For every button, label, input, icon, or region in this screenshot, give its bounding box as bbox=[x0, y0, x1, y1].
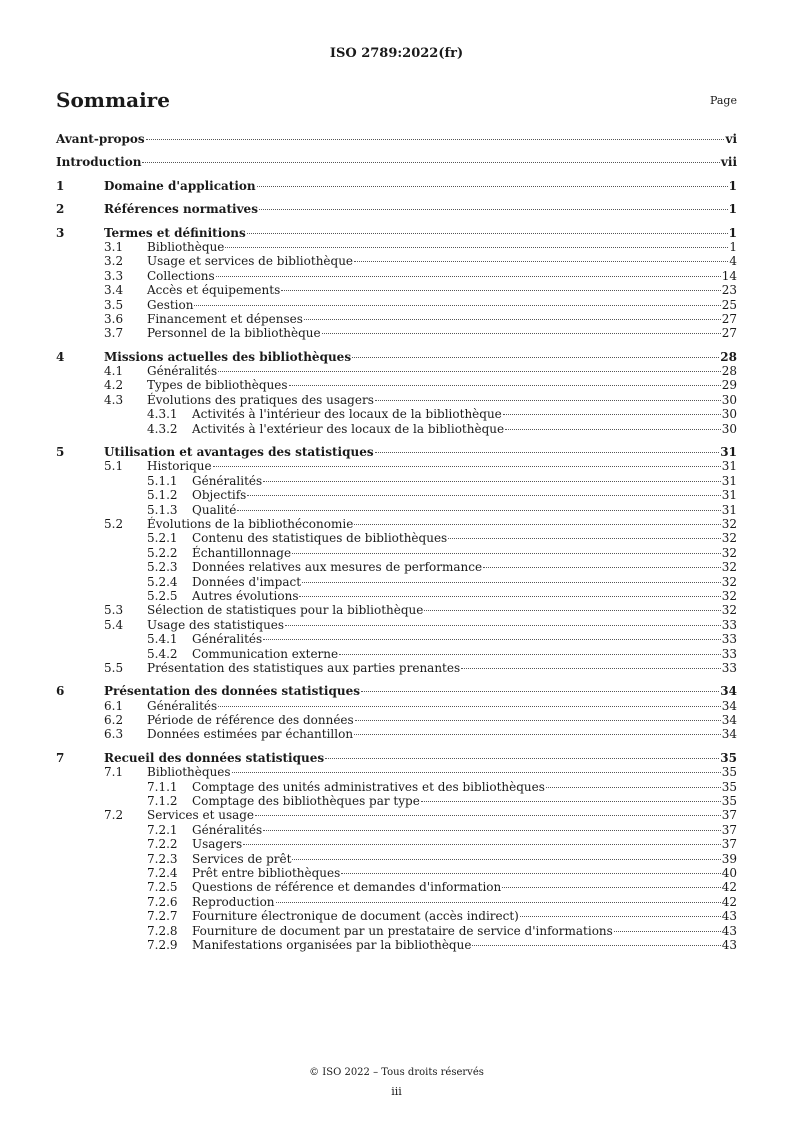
dot-leader bbox=[216, 276, 721, 277]
toc-entry-title: Généralités bbox=[147, 364, 218, 379]
toc-entry[interactable] bbox=[56, 661, 737, 675]
toc-entry-title: Comptage des unités administratives et des bibliothèques bbox=[192, 779, 545, 794]
toc-entry-page: 28 bbox=[720, 349, 737, 364]
toc-entry-number: 3.7 bbox=[104, 326, 124, 341]
toc-entry[interactable] bbox=[56, 517, 737, 531]
toc-entry[interactable] bbox=[56, 202, 737, 216]
toc-entry[interactable] bbox=[56, 880, 737, 894]
toc-entry-page: 35 bbox=[721, 765, 737, 780]
toc-entry[interactable] bbox=[56, 647, 737, 661]
toc-entry-title: Collections bbox=[147, 268, 215, 283]
dot-leader bbox=[354, 524, 720, 525]
dot-leader bbox=[352, 357, 719, 358]
toc-entry-page: 35 bbox=[721, 794, 737, 809]
dot-leader bbox=[502, 887, 720, 888]
toc-entry-page: 33 bbox=[721, 632, 737, 647]
toc-entry-page: 32 bbox=[721, 545, 737, 560]
toc-entry-title: Activités à l'extérieur des locaux de la bibliothèque bbox=[192, 421, 505, 436]
toc-entry-page: 32 bbox=[721, 574, 737, 589]
toc-entry-number: 6.3 bbox=[104, 727, 124, 742]
toc-entry-title: Types de bibliothèques bbox=[147, 378, 288, 393]
toc-entry-number: 5.2.2 bbox=[147, 545, 178, 560]
toc-entry[interactable] bbox=[56, 350, 737, 364]
toc-entry-number: 7.2 bbox=[104, 808, 124, 823]
toc-entry-number: 5.5 bbox=[104, 660, 124, 675]
toc-entry-page: 27 bbox=[721, 311, 737, 326]
dot-leader bbox=[614, 931, 721, 932]
toc-entry-number: 4.3.2 bbox=[147, 421, 178, 436]
title-row bbox=[56, 88, 737, 112]
dot-leader bbox=[361, 691, 719, 692]
toc-entry[interactable] bbox=[56, 560, 737, 574]
toc-entry-number: 7.2.3 bbox=[147, 851, 178, 866]
toc-entry[interactable] bbox=[56, 474, 737, 488]
toc-entry[interactable] bbox=[56, 866, 737, 880]
dot-leader bbox=[448, 538, 721, 539]
toc-entry-title: Données estimées par échantillon bbox=[147, 727, 354, 742]
page-column-label: Page bbox=[709, 94, 737, 107]
toc-entry[interactable] bbox=[56, 240, 737, 254]
toc-entry-title: Généralités bbox=[147, 698, 218, 713]
toc-entry-number: 3.5 bbox=[104, 297, 124, 312]
dot-leader bbox=[218, 706, 721, 707]
toc-entry-number: 7.2.7 bbox=[147, 909, 178, 924]
toc-entry-number: 4.1 bbox=[104, 364, 124, 379]
toc-entry-number: 5.4.1 bbox=[147, 632, 178, 647]
dot-leader bbox=[263, 481, 721, 482]
toc-entry-title: Qualité bbox=[192, 502, 237, 517]
toc-entry-number: 3 bbox=[56, 225, 65, 240]
toc-entry-title: Autres évolutions bbox=[192, 588, 299, 603]
toc-entry-page: vi bbox=[725, 132, 737, 146]
toc-entry[interactable] bbox=[56, 226, 737, 240]
toc-entry-title: Recueil des données statistiques bbox=[104, 750, 325, 765]
toc-entry-title: Gestion bbox=[147, 297, 194, 312]
toc-entry-number: 5.2.3 bbox=[147, 560, 178, 575]
toc-entry-number: 7.2.4 bbox=[147, 865, 178, 880]
toc-entry-title: Évolutions de la bibliothéconomie bbox=[147, 516, 354, 531]
toc-entry-number: 7.2.8 bbox=[147, 923, 178, 938]
toc-entry-number: 2 bbox=[56, 202, 65, 217]
toc-entry-title: Utilisation et avantages des statistiques bbox=[104, 445, 374, 460]
toc-entry-number: 6 bbox=[56, 684, 65, 699]
toc-entry-number: 4.3 bbox=[104, 392, 124, 407]
toc-entry-page: 42 bbox=[721, 880, 737, 895]
toc-entry-title: Historique bbox=[147, 459, 212, 474]
toc-entry-number: 5.2.1 bbox=[147, 531, 178, 546]
toc-entry-page: 43 bbox=[721, 937, 737, 952]
toc-entry-page: 32 bbox=[721, 603, 737, 618]
toc-entry-title: Objectifs bbox=[192, 488, 247, 503]
dot-leader bbox=[520, 916, 721, 917]
toc-entry-title: Activités à l'intérieur des locaux de la bibliothèque bbox=[192, 407, 502, 422]
toc-entry-title: Domaine d'application bbox=[104, 178, 256, 193]
toc-entry-title: Généralités bbox=[192, 473, 263, 488]
toc-entry-title: Échantillonnage bbox=[192, 545, 292, 560]
toc-entry[interactable] bbox=[56, 422, 737, 436]
toc-entry-page: 35 bbox=[721, 779, 737, 794]
dot-leader bbox=[285, 625, 721, 626]
dot-leader bbox=[142, 162, 719, 163]
toc-entry-page: 1 bbox=[728, 202, 737, 217]
dot-leader bbox=[232, 772, 721, 773]
toc-entry-title: Communication externe bbox=[192, 646, 339, 661]
dot-leader bbox=[375, 452, 720, 453]
toc-entry-page: 32 bbox=[721, 531, 737, 546]
toc-entry[interactable] bbox=[56, 751, 737, 765]
dot-leader bbox=[354, 261, 728, 262]
toc-entry[interactable] bbox=[56, 823, 737, 837]
toc-entry-number: 5.3 bbox=[104, 603, 124, 618]
dot-leader bbox=[546, 787, 721, 788]
toc-entry[interactable] bbox=[56, 713, 737, 727]
toc-entry[interactable] bbox=[56, 575, 737, 589]
toc-entry-title: Manifestations organisées par la bibliothèque bbox=[192, 937, 472, 952]
toc-entry[interactable] bbox=[56, 378, 737, 392]
toc-entry-page: 43 bbox=[721, 923, 737, 938]
toc-entry-title: Présentation des données statistiques bbox=[104, 684, 360, 699]
dot-leader bbox=[259, 209, 728, 210]
toc-entry-number: 6.1 bbox=[104, 698, 124, 713]
toc-entry-page: 23 bbox=[721, 283, 737, 298]
toc-entry-title: Bibliothèques bbox=[147, 765, 231, 780]
toc-entry-title: Personnel de la bibliothèque bbox=[147, 326, 321, 341]
toc-entry-title: Introduction bbox=[56, 155, 142, 170]
toc-entry[interactable] bbox=[56, 837, 737, 851]
toc-entry[interactable] bbox=[56, 283, 737, 297]
toc-entry-number: 7.2.9 bbox=[147, 937, 178, 952]
toc-entry[interactable] bbox=[56, 179, 737, 193]
toc-entry-page: 1 bbox=[729, 239, 737, 254]
copyright-footer: © ISO 2022 – Tous droits réservés bbox=[309, 1067, 484, 1078]
toc-entry-number: 5.2.5 bbox=[147, 588, 178, 603]
toc-entry-title: Accès et équipements bbox=[147, 283, 281, 298]
dot-leader bbox=[263, 639, 721, 640]
toc-entry-number: 4.2 bbox=[104, 378, 124, 393]
toc-entry-title: Généralités bbox=[192, 822, 263, 837]
toc-entry[interactable] bbox=[56, 312, 737, 326]
toc-entry-number: 3.4 bbox=[104, 283, 124, 298]
dot-leader bbox=[218, 371, 721, 372]
dot-leader bbox=[421, 801, 721, 802]
dot-leader bbox=[461, 668, 721, 669]
toc-entry-page: 30 bbox=[721, 421, 737, 436]
dot-leader bbox=[304, 319, 721, 320]
toc-entry[interactable] bbox=[56, 895, 737, 909]
toc-entry-title: Présentation des statistiques aux parties prenantes bbox=[147, 660, 461, 675]
toc-entry-number: 7.2.2 bbox=[147, 837, 178, 852]
toc-entry-page: 34 bbox=[721, 727, 737, 742]
toc-entry-number: 6.2 bbox=[104, 713, 124, 728]
dot-leader bbox=[472, 945, 720, 946]
toc-entry-page: 33 bbox=[721, 646, 737, 661]
toc-entry[interactable] bbox=[56, 132, 737, 146]
toc-entry[interactable] bbox=[56, 503, 737, 517]
toc-entry-page: vii bbox=[720, 155, 737, 170]
dot-leader bbox=[424, 610, 720, 611]
toc-entry-page: 14 bbox=[721, 268, 737, 283]
toc-entry-number: 7 bbox=[56, 750, 65, 765]
dot-leader bbox=[325, 758, 719, 759]
toc-entry-page: 33 bbox=[721, 617, 737, 632]
toc-entry-page: 37 bbox=[721, 808, 737, 823]
toc-entry-title: Financement et dépenses bbox=[147, 311, 303, 326]
toc-entry[interactable] bbox=[56, 326, 737, 340]
toc-entry-number: 5 bbox=[56, 445, 65, 460]
table-of-contents bbox=[56, 132, 737, 952]
toc-entry-number: 3.6 bbox=[104, 311, 124, 326]
toc-entry-number: 7.1.2 bbox=[147, 794, 178, 809]
page-title: Sommaire bbox=[56, 88, 170, 112]
dot-leader bbox=[237, 510, 720, 511]
toc-entry-title: Questions de référence et demandes d'information bbox=[192, 880, 502, 895]
toc-entry[interactable] bbox=[56, 589, 737, 603]
toc-entry-title: Reproduction bbox=[192, 894, 275, 909]
toc-entry-title: Missions actuelles des bibliothèques bbox=[104, 349, 352, 364]
toc-entry-title: Données d'impact bbox=[192, 574, 302, 589]
dot-leader bbox=[194, 305, 720, 306]
toc-entry[interactable] bbox=[56, 531, 737, 545]
dot-leader bbox=[243, 844, 721, 845]
toc-entry-number: 5.2 bbox=[104, 516, 124, 531]
toc-entry-number: 7.2.5 bbox=[147, 880, 178, 895]
toc-entry[interactable] bbox=[56, 269, 737, 283]
toc-entry-page: 34 bbox=[721, 713, 737, 728]
dot-leader bbox=[292, 859, 720, 860]
toc-entry[interactable] bbox=[56, 699, 737, 713]
toc-entry-title: Comptage des bibliothèques par type bbox=[192, 794, 420, 809]
toc-entry-title: Généralités bbox=[192, 632, 263, 647]
dot-leader bbox=[289, 385, 721, 386]
toc-entry-page: 32 bbox=[721, 560, 737, 575]
toc-entry-number: 5.4 bbox=[104, 617, 124, 632]
dot-leader bbox=[276, 902, 721, 903]
dot-leader bbox=[247, 495, 720, 496]
dot-leader bbox=[503, 414, 721, 415]
toc-entry[interactable] bbox=[56, 407, 737, 421]
toc-entry-title: Usage des statistiques bbox=[147, 617, 285, 632]
toc-entry-page: 31 bbox=[720, 445, 737, 460]
toc-entry-title: Prêt entre bibliothèques bbox=[192, 865, 341, 880]
dot-leader bbox=[263, 830, 721, 831]
toc-entry-page: 29 bbox=[721, 378, 737, 393]
toc-entry-title: Données relatives aux mesures de performance bbox=[192, 560, 483, 575]
toc-entry-number: 5.1 bbox=[104, 459, 124, 474]
dot-leader bbox=[225, 247, 728, 248]
toc-entry-number: 5.2.4 bbox=[147, 574, 178, 589]
toc-entry-number: 1 bbox=[56, 178, 65, 193]
toc-entry-title: Usage et services de bibliothèque bbox=[147, 254, 354, 269]
toc-entry-number: 5.1.3 bbox=[147, 502, 178, 517]
toc-entry-title: Bibliothèque bbox=[147, 239, 225, 254]
toc-entry-number: 3.1 bbox=[104, 239, 124, 254]
toc-entry-title: Contenu des statistiques de bibliothèques bbox=[192, 531, 448, 546]
dot-leader bbox=[375, 400, 721, 401]
toc-entry-number: 5.4.2 bbox=[147, 646, 178, 661]
toc-entry-number: 3.3 bbox=[104, 268, 124, 283]
toc-entry-number: 5.1.1 bbox=[147, 473, 178, 488]
dot-leader bbox=[281, 290, 720, 291]
toc-entry-page: 28 bbox=[721, 364, 737, 379]
dot-leader bbox=[255, 815, 721, 816]
toc-entry[interactable] bbox=[56, 603, 737, 617]
toc-entry-title: Évolutions des pratiques des usagers bbox=[147, 392, 374, 407]
toc-entry-title: Fourniture de document par un prestataire de service d'informations bbox=[192, 923, 613, 938]
dot-leader bbox=[247, 233, 728, 234]
dot-leader bbox=[257, 186, 728, 187]
toc-entry-title: Sélection de statistiques pour la bibliothèque bbox=[147, 603, 424, 618]
toc-entry-page: 30 bbox=[721, 407, 737, 422]
toc-entry-page: 33 bbox=[721, 660, 737, 675]
toc-entry-page: 32 bbox=[721, 588, 737, 603]
toc-entry-number: 3.2 bbox=[104, 254, 124, 269]
toc-entry-page: 34 bbox=[721, 698, 737, 713]
toc-entry[interactable] bbox=[56, 794, 737, 808]
toc-entry[interactable] bbox=[56, 459, 737, 473]
dot-leader bbox=[302, 582, 721, 583]
toc-entry-number: 4.3.1 bbox=[147, 407, 178, 422]
toc-entry-title: Avant-propos bbox=[56, 132, 145, 146]
toc-entry-number: 7.2.1 bbox=[147, 822, 178, 837]
dot-leader bbox=[505, 429, 721, 430]
toc-entry-title: Services et usage bbox=[147, 808, 255, 823]
dot-leader bbox=[299, 596, 720, 597]
dot-leader bbox=[483, 567, 721, 568]
dot-leader bbox=[339, 654, 721, 655]
toc-entry[interactable] bbox=[56, 727, 737, 741]
toc-entry-page: 31 bbox=[721, 488, 737, 503]
toc-entry-title: Période de référence des données bbox=[147, 713, 354, 728]
toc-entry[interactable] bbox=[56, 684, 737, 698]
toc-entry[interactable] bbox=[56, 298, 737, 312]
toc-entry-page: 27 bbox=[721, 326, 737, 341]
toc-entry[interactable] bbox=[56, 808, 737, 822]
dot-leader bbox=[355, 720, 721, 721]
toc-entry[interactable] bbox=[56, 632, 737, 646]
toc-entry-page: 37 bbox=[721, 837, 737, 852]
dot-leader bbox=[146, 139, 725, 140]
toc-entry-page: 4 bbox=[729, 254, 737, 269]
toc-entry-number: 7.1 bbox=[104, 765, 124, 780]
toc-entry-title: Fourniture électronique de document (accès indirect) bbox=[192, 909, 519, 924]
toc-entry[interactable] bbox=[56, 488, 737, 502]
toc-entry-page: 30 bbox=[721, 392, 737, 407]
toc-entry[interactable] bbox=[56, 765, 737, 779]
toc-entry[interactable] bbox=[56, 546, 737, 560]
toc-entry-number: 7.2.6 bbox=[147, 894, 178, 909]
dot-leader bbox=[213, 466, 721, 467]
page-number: iii bbox=[391, 1085, 402, 1098]
toc-entry[interactable] bbox=[56, 780, 737, 794]
toc-entry-page: 1 bbox=[728, 178, 737, 193]
toc-entry-page: 31 bbox=[721, 459, 737, 474]
toc-entry-number: 4 bbox=[56, 349, 65, 364]
toc-entry[interactable] bbox=[56, 618, 737, 632]
toc-entry-title: Références normatives bbox=[104, 202, 258, 217]
toc-entry-page: 39 bbox=[721, 851, 737, 866]
toc-entry-page: 31 bbox=[721, 502, 737, 517]
toc-entry[interactable] bbox=[56, 924, 737, 938]
document-header: ISO 2789:2022(fr) bbox=[329, 46, 464, 61]
toc-entry[interactable] bbox=[56, 445, 737, 459]
toc-entry-page: 35 bbox=[720, 750, 737, 765]
dot-leader bbox=[322, 333, 721, 334]
dot-leader bbox=[292, 553, 721, 554]
toc-entry-title: Termes et définitions bbox=[104, 225, 246, 240]
dot-leader bbox=[354, 734, 721, 735]
toc-entry-page: 34 bbox=[720, 684, 737, 699]
toc-entry-page: 42 bbox=[721, 894, 737, 909]
toc-entry[interactable] bbox=[56, 155, 737, 169]
toc-entry-number: 7.1.1 bbox=[147, 779, 178, 794]
toc-entry[interactable] bbox=[56, 938, 737, 952]
toc-entry[interactable] bbox=[56, 393, 737, 407]
toc-entry-page: 37 bbox=[721, 822, 737, 837]
toc-entry[interactable] bbox=[56, 852, 737, 866]
toc-entry-title: Services de prêt bbox=[192, 851, 292, 866]
toc-entry-page: 32 bbox=[721, 516, 737, 531]
toc-entry[interactable] bbox=[56, 254, 737, 268]
toc-entry-page: 40 bbox=[721, 865, 737, 880]
toc-entry[interactable] bbox=[56, 364, 737, 378]
toc-entry-page: 1 bbox=[728, 225, 737, 240]
toc-entry-page: 31 bbox=[721, 473, 737, 488]
toc-entry-title: Usagers bbox=[192, 837, 243, 852]
toc-entry-page: 43 bbox=[721, 909, 737, 924]
toc-entry-page: 25 bbox=[721, 297, 737, 312]
toc-entry[interactable] bbox=[56, 909, 737, 923]
dot-leader bbox=[341, 873, 720, 874]
toc-entry-number: 5.1.2 bbox=[147, 488, 178, 503]
